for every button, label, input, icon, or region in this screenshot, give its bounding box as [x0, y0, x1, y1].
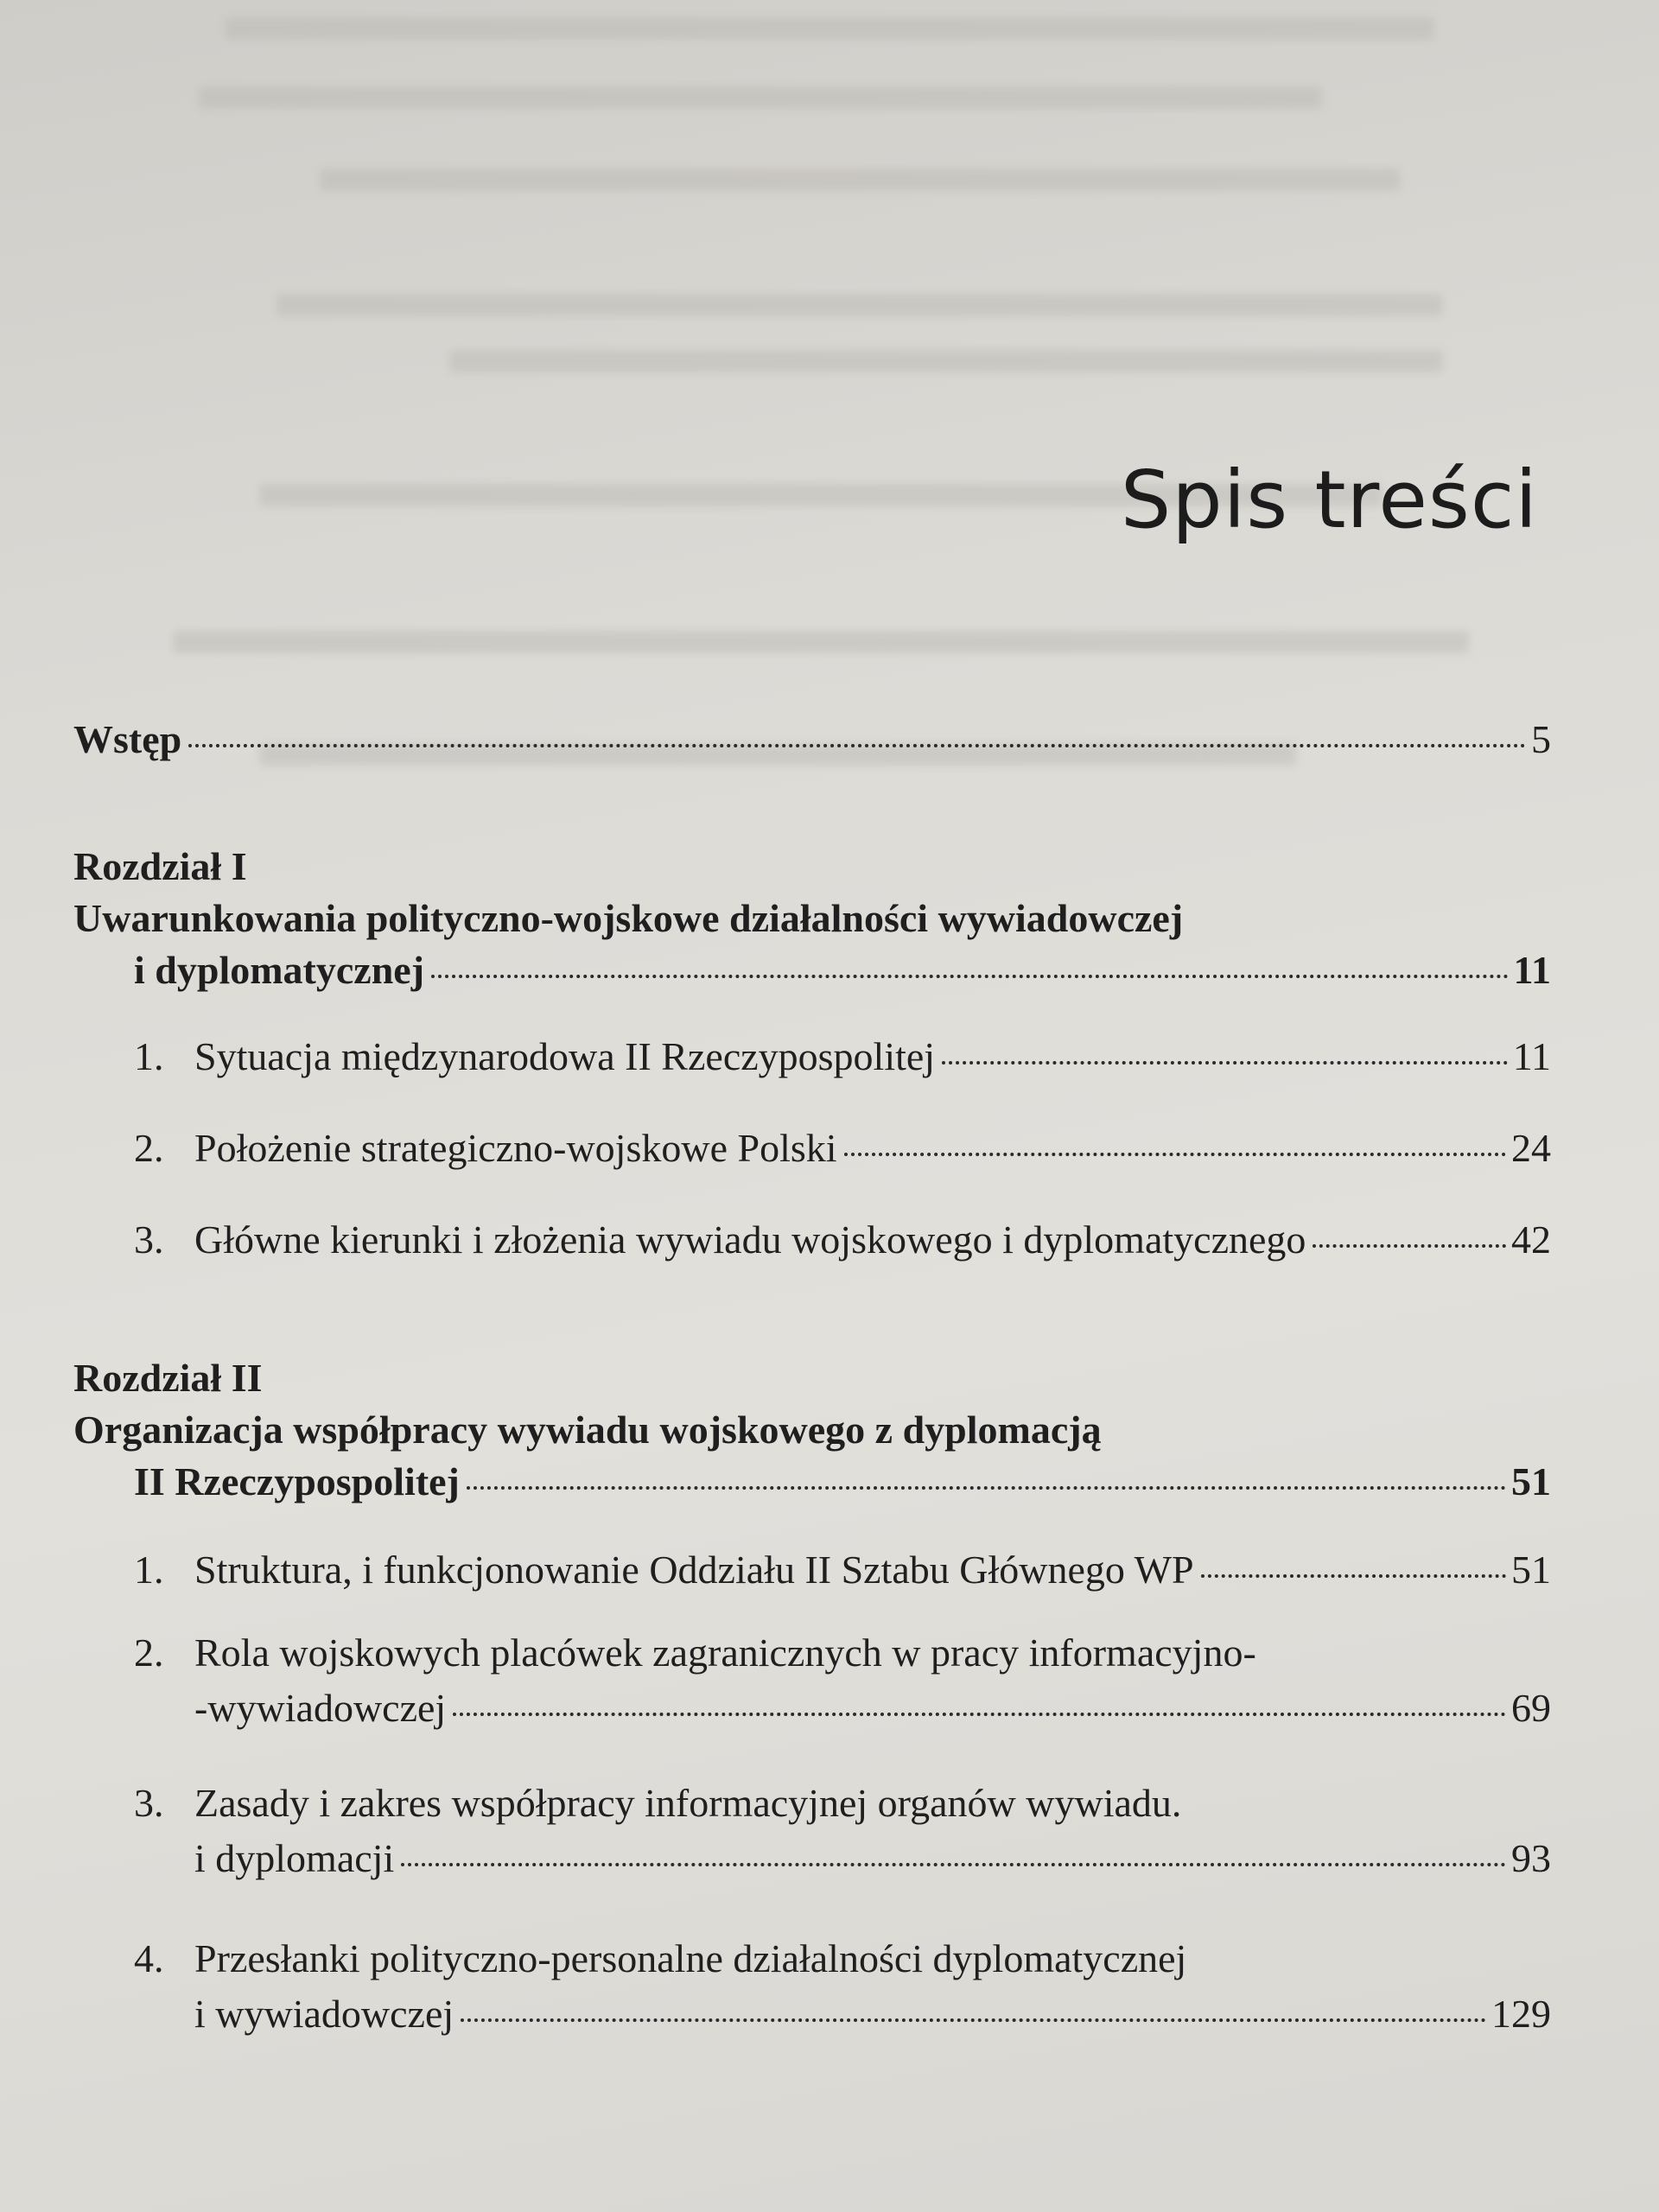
toc-item — [73, 1546, 1551, 1594]
item-number: 1. — [134, 1548, 164, 1592]
toc-item — [73, 1033, 1551, 1081]
dot-leader — [942, 1061, 1508, 1065]
dot-leader — [1201, 1574, 1506, 1578]
bleed-through — [320, 168, 1400, 191]
toc-item — [73, 1779, 1551, 1883]
page-title: Spis treści — [1120, 454, 1538, 546]
toc-item — [73, 1629, 1551, 1732]
toc-item — [73, 1935, 1551, 2038]
item-text-cont: i wywiadowczej — [194, 1992, 454, 2036]
page-number: 11 — [1513, 948, 1551, 992]
page-number: 129 — [1491, 1992, 1551, 2036]
item-text-cont: -wywiadowczej — [194, 1686, 447, 1730]
toc-entry-intro — [73, 715, 1551, 764]
dot-leader — [844, 1153, 1506, 1156]
item-number: 4. — [134, 1936, 164, 1980]
page-number: 51 — [1511, 1548, 1551, 1592]
page-number: 69 — [1511, 1686, 1551, 1730]
chapter-title: Uwarunkowania polityczno-wojskowe działalności wywiadowczej — [73, 896, 1184, 940]
dot-leader — [467, 1486, 1506, 1490]
item-number: 1. — [134, 1034, 164, 1078]
dot-leader — [188, 744, 1526, 747]
item-text: Rola wojskowych placówek zagranicznych w pracy informacyjno- — [194, 1630, 1256, 1675]
item-text-cont: i dyplomacji — [194, 1836, 395, 1880]
dot-leader — [431, 975, 1509, 978]
chapter-title: Organizacja współpracy wywiadu wojskowego z dyplomacją — [73, 1408, 1102, 1452]
chapter-label: Rozdział II — [73, 1356, 263, 1400]
chapter-title-cont: II Rzeczypospolitej — [134, 1459, 460, 1503]
item-text: Przesłanki polityczno-personalne działalności dyplomatycznej — [194, 1936, 1187, 1980]
bleed-through — [225, 17, 1434, 40]
page-number: 24 — [1511, 1126, 1551, 1170]
page-number: 11 — [1512, 1034, 1551, 1078]
page-number: 93 — [1511, 1836, 1551, 1880]
bleed-through — [199, 86, 1322, 109]
item-text: Struktura, i funkcjonowanie Oddziału II Sztabu Głównego WP — [194, 1548, 1194, 1592]
dot-leader — [1313, 1244, 1506, 1248]
item-text: Zasady i zakres współpracy informacyjnej organów wywiadu. — [194, 1781, 1182, 1825]
chapter-label: Rozdział I — [73, 844, 247, 888]
item-number: 2. — [134, 1630, 164, 1675]
item-number: 3. — [134, 1217, 164, 1262]
item-number: 3. — [134, 1781, 164, 1825]
chapter-1 — [73, 842, 1551, 1264]
bleed-through — [276, 294, 1443, 316]
bleed-through — [449, 350, 1443, 372]
chapter-2 — [73, 1354, 1551, 2038]
item-text: Położenie strategiczno-wojskowe Polski — [194, 1126, 837, 1170]
toc-entry-label: Wstęp — [73, 717, 182, 761]
item-number: 2. — [134, 1126, 164, 1170]
item-text: Sytuacja międzynarodowa II Rzeczypospolitej — [194, 1034, 936, 1078]
page-number: 51 — [1511, 1459, 1551, 1503]
dot-leader — [401, 1863, 1506, 1866]
toc-item — [73, 1124, 1551, 1173]
bleed-through — [173, 631, 1469, 653]
page-number: 42 — [1511, 1217, 1551, 1262]
dot-leader — [461, 2018, 1486, 2022]
dot-leader — [453, 1713, 1506, 1716]
toc-item — [73, 1216, 1551, 1264]
page-number: 5 — [1531, 717, 1551, 761]
chapter-title-cont: i dyplomatycznej — [134, 948, 425, 992]
item-text: Główne kierunki i złożenia wywiadu wojskowego i dyplomatycznego — [194, 1217, 1306, 1262]
